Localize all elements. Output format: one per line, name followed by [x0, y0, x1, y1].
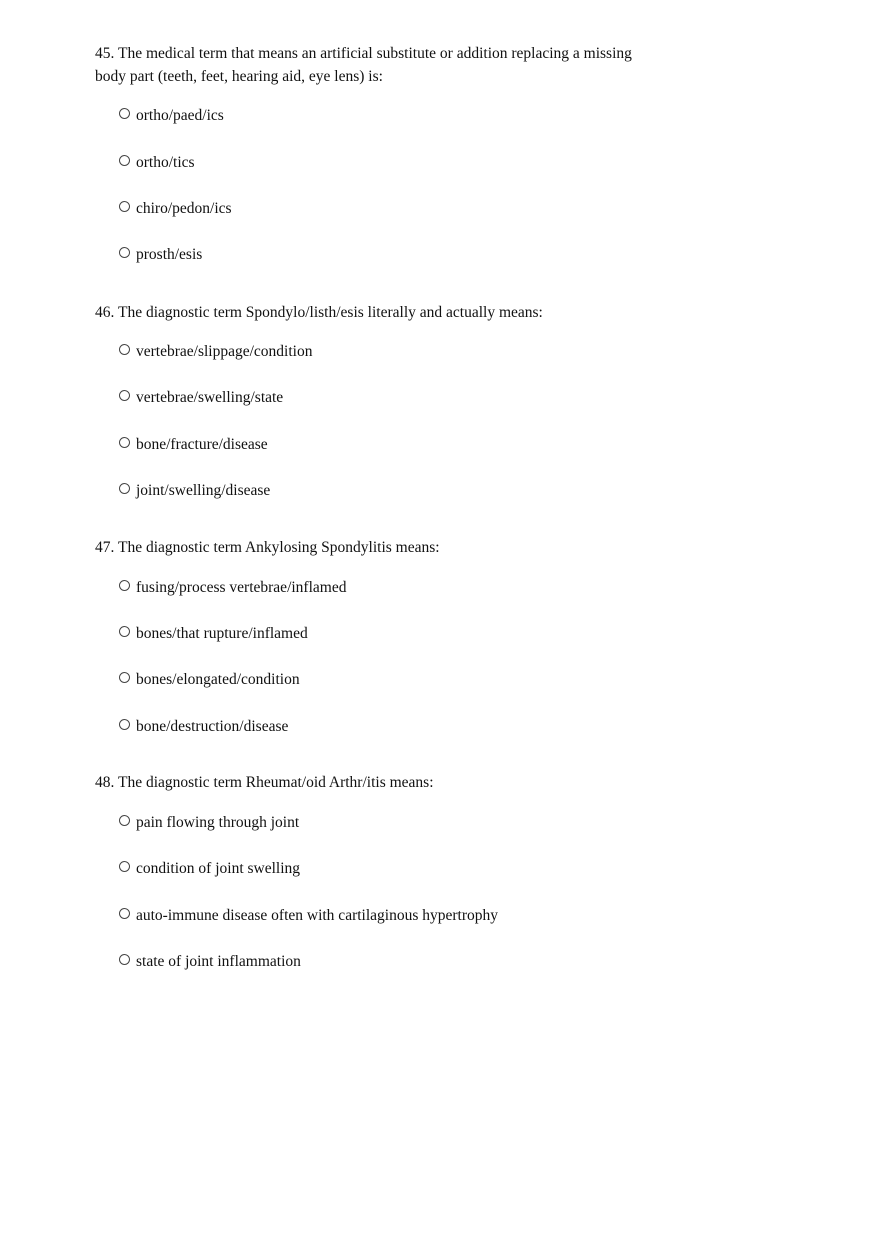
radio-button[interactable] — [119, 626, 130, 637]
option-bone-destruction-disease[interactable] — [119, 717, 288, 737]
option-bones-elongated-condition[interactable] — [119, 670, 300, 690]
question-text: 45. The medical term that means an artificial substitute or addition replacing a missing body part (teeth, feet, hearing aid, eye lens) is: — [95, 45, 632, 85]
option-label: ortho/paed/ics — [136, 107, 224, 124]
radio-button[interactable] — [119, 201, 130, 212]
option-prosth-esis[interactable] — [119, 245, 202, 265]
question-48 — [95, 771, 695, 970]
option-label: chiro/pedon/ics — [136, 200, 232, 217]
option-fusing-process-vertebrae-inflamed[interactable] — [119, 578, 346, 598]
option-label: ortho/tics — [136, 154, 195, 171]
radio-button[interactable] — [119, 580, 130, 591]
radio-button[interactable] — [119, 390, 130, 401]
radio-button[interactable] — [119, 815, 130, 826]
option-bone-fracture-disease[interactable] — [119, 435, 268, 455]
option-vertebrae-swelling-state[interactable] — [119, 388, 283, 408]
option-label: bone/fracture/disease — [136, 436, 268, 453]
question-46 — [95, 301, 695, 499]
option-label: condition of joint swelling — [136, 860, 301, 877]
option-chiro-pedon-ics[interactable] — [119, 199, 232, 219]
option-label: joint/swelling/disease — [136, 482, 271, 499]
radio-button[interactable] — [119, 861, 130, 872]
option-state-of-joint-inflammation[interactable] — [119, 952, 301, 972]
option-label: bones/that rupture/inflamed — [136, 625, 308, 642]
radio-button[interactable] — [119, 108, 130, 119]
option-label: state of joint inflammation — [136, 953, 301, 970]
option-label: auto-immune disease often with cartilaginous hypertrophy — [136, 907, 499, 924]
radio-button[interactable] — [119, 908, 130, 919]
question-text: 46. The diagnostic term Spondylo/listh/esis literally and actually means: — [95, 304, 543, 321]
option-label: vertebrae/slippage/condition — [136, 343, 313, 360]
radio-button[interactable] — [119, 344, 130, 355]
question-text: 47. The diagnostic term Ankylosing Spondylitis means: — [95, 539, 440, 556]
question-text: 48. The diagnostic term Rheumat/oid Arthr/itis means: — [95, 774, 434, 791]
option-label: pain flowing through joint — [136, 814, 300, 831]
option-ortho-paed-ics[interactable] — [119, 106, 224, 126]
option-label: vertebrae/swelling/state — [136, 389, 284, 406]
option-auto-immune-disease[interactable] — [119, 906, 498, 926]
question-47 — [95, 536, 695, 735]
option-label: bone/destruction/disease — [136, 718, 289, 735]
option-label: bones/elongated/condition — [136, 671, 300, 688]
radio-button[interactable] — [119, 437, 130, 448]
radio-button[interactable] — [119, 155, 130, 166]
option-vertebrae-slippage-condition[interactable] — [119, 342, 312, 362]
radio-button[interactable] — [119, 954, 130, 965]
radio-button[interactable] — [119, 672, 130, 683]
radio-button[interactable] — [119, 719, 130, 730]
option-bones-that-rupture-inflamed[interactable] — [119, 624, 308, 644]
option-label: prosth/esis — [136, 246, 203, 263]
question-45 — [95, 42, 695, 263]
option-label: fusing/process vertebrae/inflamed — [136, 579, 347, 596]
option-ortho-tics[interactable] — [119, 153, 195, 173]
radio-button[interactable] — [119, 247, 130, 258]
radio-button[interactable] — [119, 483, 130, 494]
option-condition-of-joint-swelling[interactable] — [119, 859, 300, 879]
option-pain-flowing-through-joint[interactable] — [119, 813, 299, 833]
option-joint-swelling-disease[interactable] — [119, 481, 270, 501]
